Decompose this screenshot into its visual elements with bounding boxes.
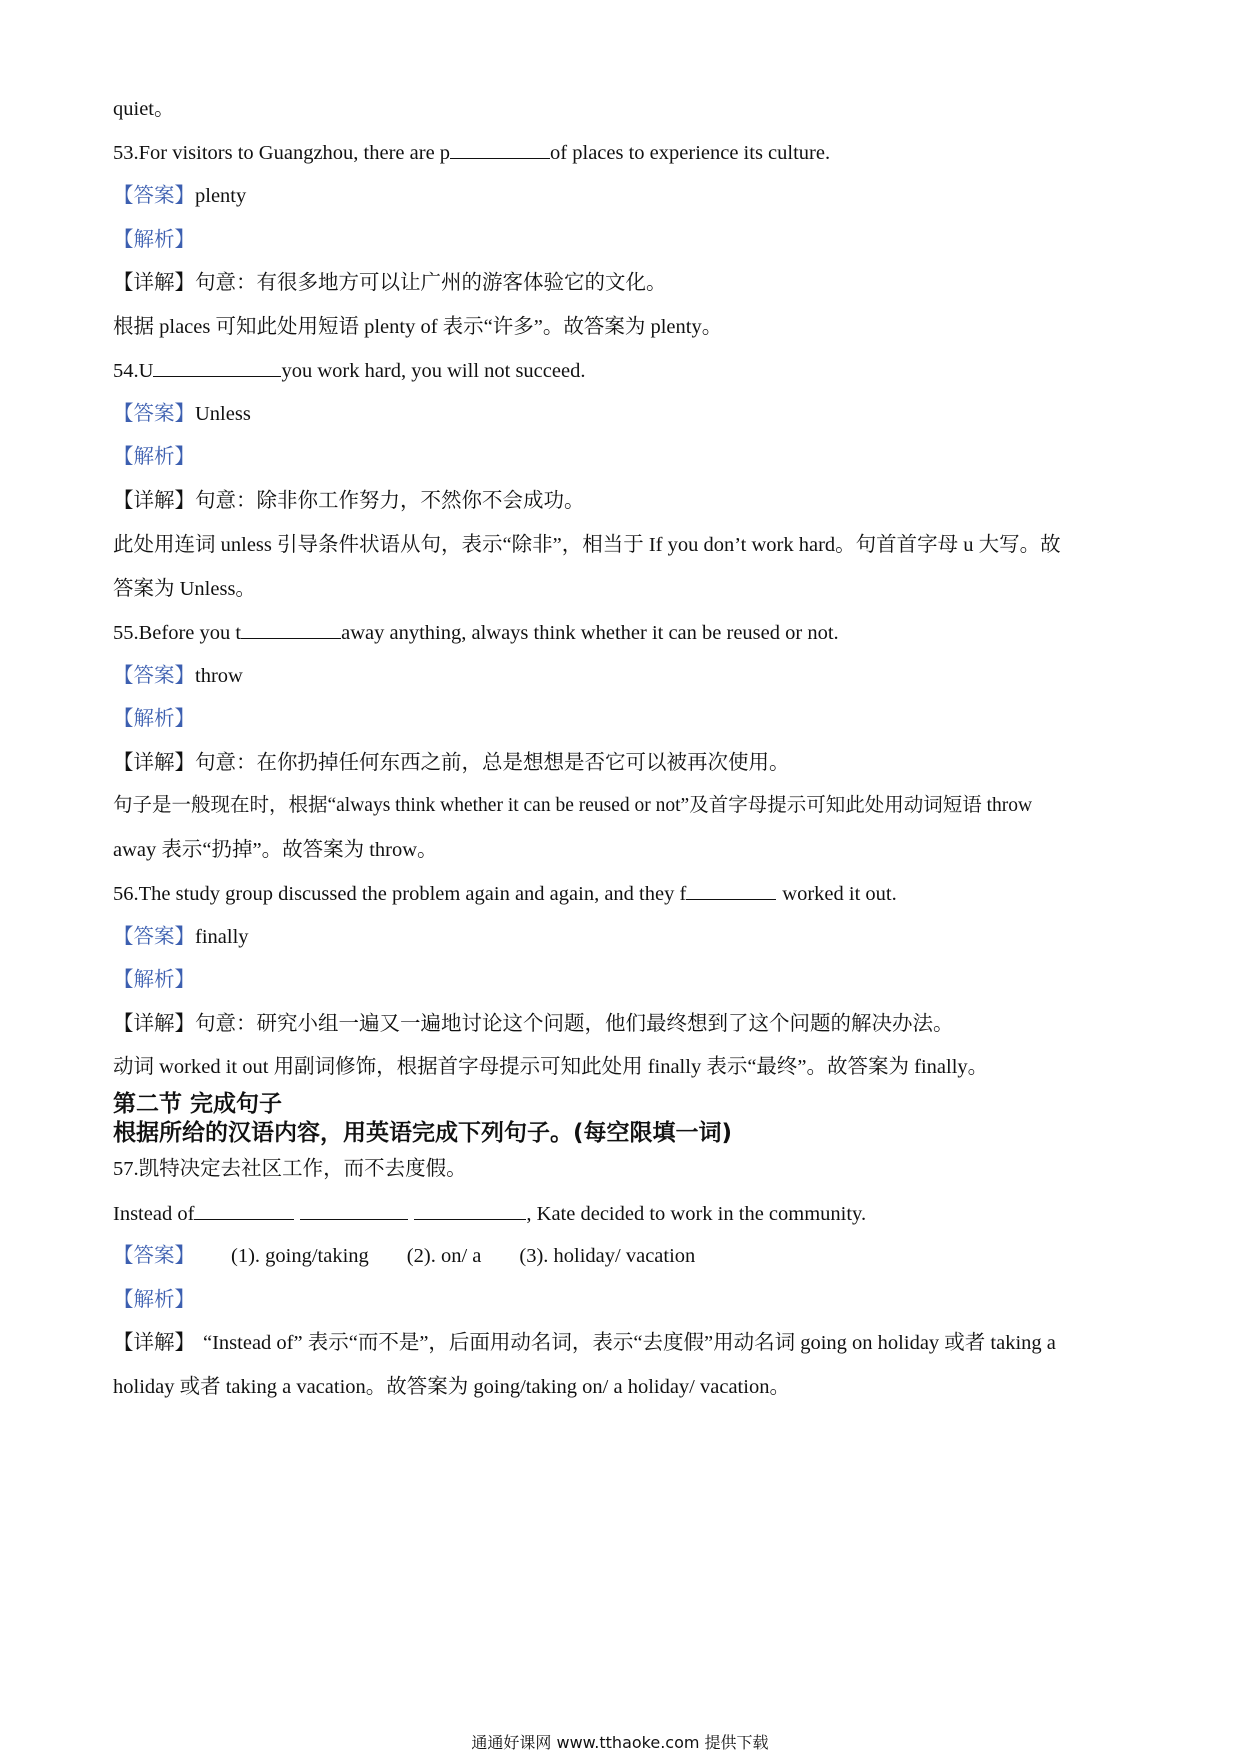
analysis-label: 【解析】 xyxy=(113,708,195,730)
detail-57 xyxy=(113,1330,1056,1356)
section-instruction: 根据所给的汉语内容，用英语完成下列句子。(每空限填一词) xyxy=(113,1120,733,1146)
question-text: Instead of xyxy=(113,1203,195,1225)
question-54 xyxy=(113,357,585,384)
detail-text: 句意：研究小组一遍又一遍地讨论这个问题，他们最终想到了这个问题的解决办法。 xyxy=(195,1013,954,1035)
answer-53 xyxy=(113,183,246,209)
detail-55 xyxy=(113,750,790,776)
answer-blank xyxy=(300,1200,408,1220)
answer-text: (1). going/taking xyxy=(231,1245,369,1267)
analysis-label: 【解析】 xyxy=(113,969,195,991)
question-text: 53.For visitors to Guangzhou, there are p xyxy=(113,142,451,164)
question-text: worked it out. xyxy=(782,883,897,905)
answer-text: Unless xyxy=(195,403,251,425)
analysis-label: 【解析】 xyxy=(113,446,195,468)
detail-text: 句意：除非你工作努力，不然你不会成功。 xyxy=(195,490,585,512)
question-text: 56.The study group discussed the problem again and again, and they f xyxy=(113,883,687,905)
explanation-text: 动词 worked it out 用副词修饰，根据首字母提示可知此处用 finally 表示“最终”。故答案为 finally。 xyxy=(113,1056,989,1078)
answer-blank xyxy=(686,880,776,900)
answer-label: 【答案】 xyxy=(113,403,195,425)
answer-text: finally xyxy=(195,926,249,948)
detail-label: 【详解】 xyxy=(113,490,195,512)
detail-56 xyxy=(113,1011,954,1037)
question-57 xyxy=(113,1200,866,1227)
question-56 xyxy=(113,880,897,907)
explanation-text: 此处用连词 unless 引导条件状语从句，表示“除非”，相当于 If you don’t work hard。句首首字母 u 大写。故 xyxy=(113,534,1061,556)
answer-text: (2). on/ a xyxy=(406,1245,482,1267)
answer-label: 【答案】 xyxy=(113,185,195,207)
detail-label: 【详解】 xyxy=(113,752,195,774)
explanation-text: 句子是一般现在时，根据“always think whether it can be reused or not”及首字母提示可知此处用动词短语 throw xyxy=(113,795,1033,816)
question-text: of places to experience its culture. xyxy=(550,142,831,164)
question-55 xyxy=(113,619,839,646)
question-text: , Kate decided to work in the community. xyxy=(526,1203,867,1225)
detail-text: “Instead of” 表示“而不是”，后面用动名词，表示“去度假”用动名词 going on holiday 或者 taking a xyxy=(203,1332,1056,1354)
answer-label: 【答案】 xyxy=(113,1245,195,1267)
explanation-text: 根据 places 可知此处用短语 plenty of 表示“许多”。故答案为 plenty。 xyxy=(113,316,723,338)
section-title: 第二节 完成句子 xyxy=(113,1091,283,1117)
page-footer: 通通好课网 www.tthaoke.com 提供下载 xyxy=(471,1733,769,1752)
explanation-text: holiday 或者 taking a vacation。故答案为 going/taking on/ a holiday/ vacation。 xyxy=(113,1376,790,1398)
answer-blank xyxy=(241,619,341,639)
analysis-label: 【解析】 xyxy=(113,1289,195,1311)
detail-text: 句意：在你扔掉任何东西之前，总是想想是否它可以被再次使用。 xyxy=(195,752,790,774)
answer-blank xyxy=(450,139,550,159)
question-text: you work hard, you will not succeed. xyxy=(281,360,586,382)
answer-blank xyxy=(153,357,281,377)
answer-label: 【答案】 xyxy=(113,926,195,948)
answer-56 xyxy=(113,924,249,950)
explanation-text: 答案为 Unless。 xyxy=(113,578,256,600)
text-line: quiet。 xyxy=(113,98,175,120)
answer-blank xyxy=(414,1200,526,1220)
answer-54 xyxy=(113,401,251,427)
question-text: away anything, always think whether it can be reused or not. xyxy=(341,622,839,644)
detail-54 xyxy=(113,488,585,514)
answer-text: (3). holiday/ vacation xyxy=(519,1245,696,1267)
question-text: 54.U xyxy=(113,360,154,382)
detail-label: 【详解】 xyxy=(113,1013,195,1035)
detail-label: 【详解】 xyxy=(113,272,195,294)
question-text: 55.Before you t xyxy=(113,622,242,644)
answer-57 xyxy=(113,1243,695,1269)
answer-text: throw xyxy=(195,665,243,687)
question-57-chinese: 57.凯特决定去社区工作，而不去度假。 xyxy=(113,1158,467,1180)
analysis-label: 【解析】 xyxy=(113,229,195,251)
answer-text: plenty xyxy=(195,185,247,207)
explanation-text: away 表示“扔掉”。故答案为 throw。 xyxy=(113,839,438,861)
detail-53 xyxy=(113,270,667,296)
question-53 xyxy=(113,139,830,166)
answer-label: 【答案】 xyxy=(113,665,195,687)
detail-label: 【详解】 xyxy=(113,1332,195,1354)
answer-blank xyxy=(194,1200,294,1220)
detail-text: 句意：有很多地方可以让广州的游客体验它的文化。 xyxy=(195,272,667,294)
answer-55 xyxy=(113,663,243,689)
